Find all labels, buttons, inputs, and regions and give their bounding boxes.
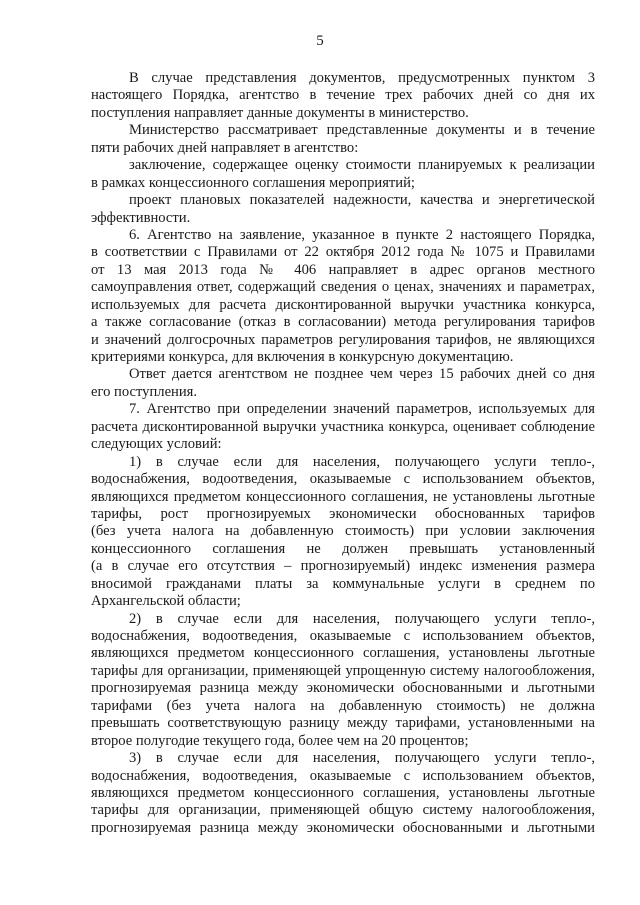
text-line: 3) в случае если для населения, получающего услуги тепло-, bbox=[129, 750, 595, 767]
text-line: концессионного соглашения не должен превышать установленный bbox=[91, 540, 595, 557]
text-line: (а в случае его отсутствия – прогнозируемый) индекс изменения размера bbox=[91, 558, 595, 575]
text-line: превышать соответствующую разницу между тарифами, установленными на bbox=[91, 715, 595, 732]
text-line: 7. Агентство при определении значений параметров, используемых для bbox=[129, 401, 595, 418]
text-line: используемых для расчета дисконтированной выручки участника конкурса, bbox=[91, 296, 595, 313]
text-line: В случае представления документов, предусмотренных пунктом 3 bbox=[129, 70, 595, 86]
document-body bbox=[91, 70, 595, 837]
text-line: являющихся предметом концессионного соглашения, установлены льготные bbox=[91, 645, 595, 662]
text-line: тарифы, рост прогнозируемых экономически обоснованных тарифов bbox=[91, 505, 595, 522]
text-line: являющихся предметом концессионного соглашения, не установлены льготные bbox=[91, 488, 595, 505]
text-line: являющихся предметом концессионного соглашения, установлены льготные bbox=[91, 784, 595, 801]
text-line: 2) в случае если для населения, получающего услуги тепло-, bbox=[129, 610, 595, 627]
text-line: (без учета налога на добавленную стоимость) при условии заключения bbox=[91, 523, 595, 540]
text-line: вносимой гражданами платы за коммунальные услуги в среднем по bbox=[91, 575, 595, 592]
text-line: критериями конкурса, для включения в конкурсную документацию. bbox=[91, 349, 514, 365]
text-line: второе полугодие текущего года, более чем на 20 процентов; bbox=[91, 732, 469, 749]
text-line: прогнозируемая разница между экономически обоснованными и льготными bbox=[91, 819, 595, 836]
text-line: а также согласование (отказ в согласовании) метода регулирования тарифов bbox=[91, 314, 595, 331]
text-line: эффективности. bbox=[91, 209, 191, 226]
text-line: настоящего Порядка, агентство в течение трех рабочих дней со дня их bbox=[91, 87, 595, 104]
text-line: его поступления. bbox=[91, 383, 198, 400]
text-line: 1) в случае если для населения, получающего услуги тепло-, bbox=[129, 453, 595, 470]
text-line: водоснабжения, водоотведения, оказываемые с использованием объектов, bbox=[91, 471, 595, 488]
text-line: тарифы для организации, применяющей общую систему налогообложения, bbox=[91, 802, 595, 819]
text-line: пяти рабочих дней направляет в агентство: bbox=[91, 139, 359, 156]
text-line: водоснабжения, водоотведения, оказываемые с использованием объектов, bbox=[91, 628, 595, 644]
text-line: заключение, содержащее оценку стоимости планируемых к реализации bbox=[129, 157, 595, 174]
text-line: Ответ дается агентством не позднее чем через 15 рабочих дней со дня bbox=[129, 366, 595, 383]
text-line: следующих условий: bbox=[91, 436, 222, 453]
text-line: от 13 мая 2013 года № 406 направляет в адрес органов местного bbox=[91, 261, 595, 278]
text-line: самоуправления ответ, содержащий сведения о ценах, значениях и параметрах, bbox=[91, 279, 595, 296]
text-line: 6. Агентство на заявление, указанное в пункте 2 настоящего Порядка, bbox=[129, 226, 595, 243]
text-line: Архангельской области; bbox=[91, 593, 241, 610]
text-line: и значений долгосрочных параметров регулирования тарифов, не являющихся bbox=[91, 331, 595, 348]
text-line: проект плановых показателей надежности, качества и энергетической bbox=[129, 192, 595, 209]
page-number: 5 bbox=[316, 33, 324, 49]
text-line: прогнозируемая разница между экономически обоснованными и льготными bbox=[91, 680, 595, 697]
text-line: тарифами (без учета налога на добавленную стоимость) не должна bbox=[91, 697, 595, 714]
text-line: в рамках концессионного соглашения мероприятий; bbox=[91, 174, 415, 191]
text-line: поступления направляет данные документы в министерство. bbox=[91, 104, 469, 121]
text-line: водоснабжения, водоотведения, оказываемые с использованием объектов, bbox=[91, 767, 595, 784]
text-line: расчета дисконтированной выручки участника конкурса, оценивает соблюдение bbox=[91, 418, 595, 435]
text-line: Министерство рассматривает представленные документы и в течение bbox=[129, 122, 595, 139]
text-line: тарифы для организации, применяющей упрощенную систему налогообложения, bbox=[91, 662, 595, 679]
text-line: в соответствии с Правилами от 22 октября 2012 года № 1075 и Правилами bbox=[91, 244, 595, 261]
